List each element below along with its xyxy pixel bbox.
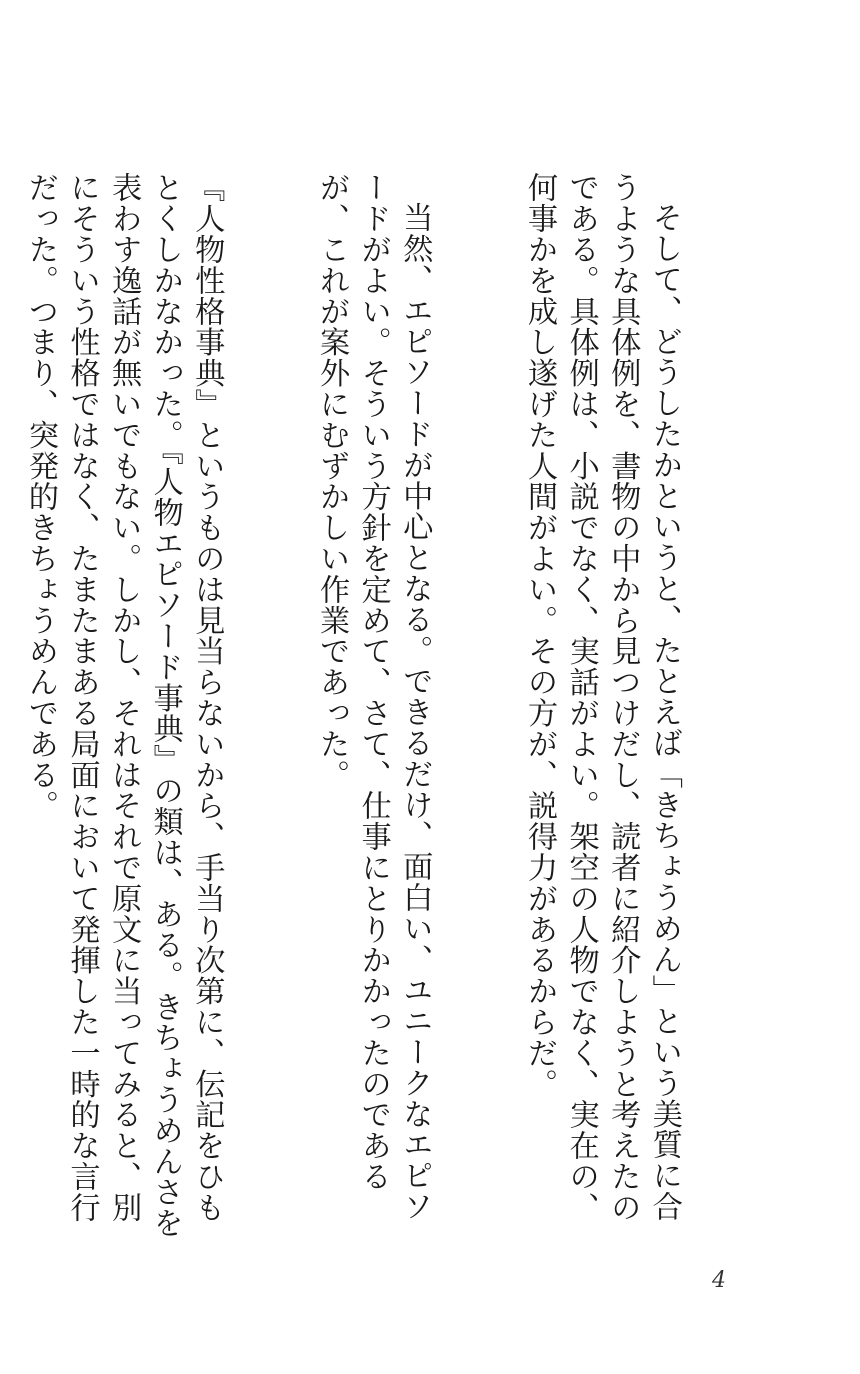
body-text: [0, 172, 768, 1252]
page-number: 4: [712, 1268, 726, 1293]
paragraph-2: 当然、エピソードが中心となる。できるだけ、面白い、ユニークなエピソードがよい。そういう方針を定めて、さて、仕事にとりかかったのであるが、これが案外にむずかしい作業であった。: [314, 172, 433, 1222]
paragraph-1: そして、どうしたかというと、たとえば「きちょうめん」という美質に合うような具体例を、書物の中から見つけだし、読者に紹介しようと考えたのである。具体例は、小説でなく、実話がよい。架空の人物でなく、実在の、何事かを成し遂げた人間がよい。その方が、説得力があるからだ。: [522, 172, 682, 1223]
paragraph-3: 『人物性格事典』というものは見当らないから、手当り次第に、伝記をひもとくしかなかった。『人物エピソード事典』の類は、ある。きちょうめんさを表わす逸話が無いでもない。しかし、それはそれで原文に当ってみると、別にそういう性格ではなく、たまたまある局面において発揮した一時的な言行だった。つまり、突発的きちょうめんである。: [22, 172, 225, 1239]
